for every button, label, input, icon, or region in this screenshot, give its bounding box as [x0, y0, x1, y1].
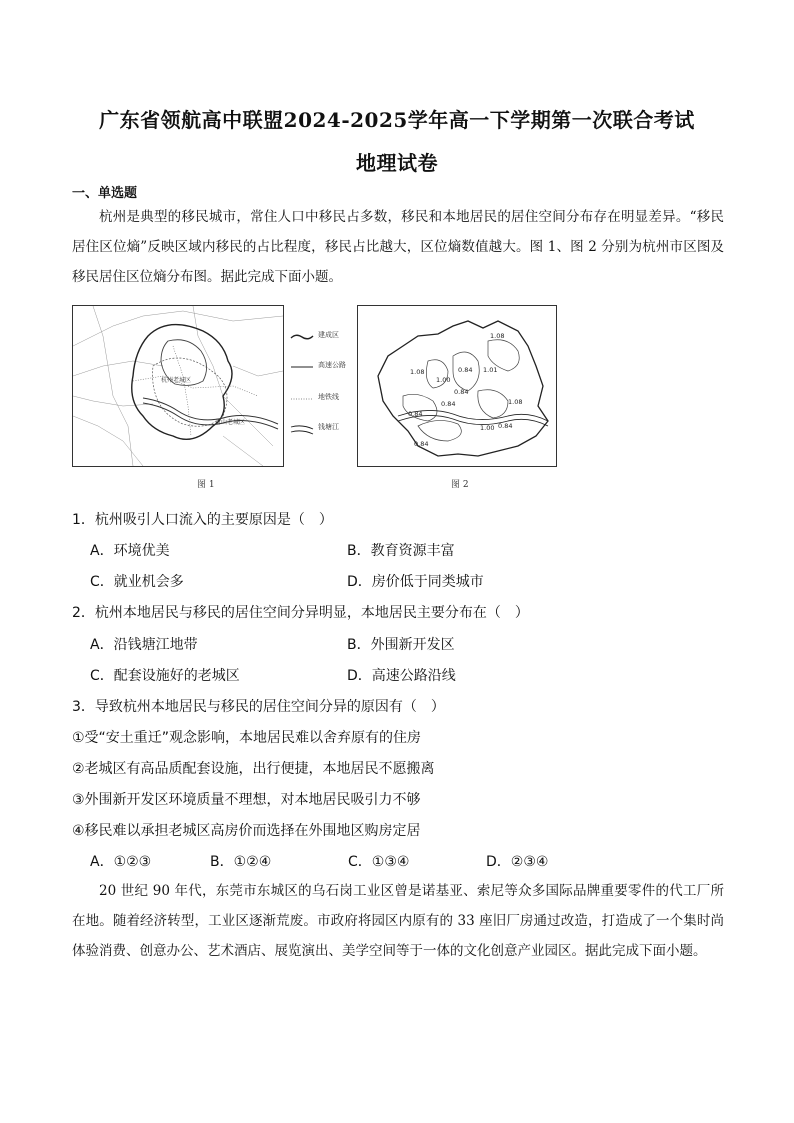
isoline-map-svg: [358, 306, 556, 466]
exam-subject-title: 地理试卷: [356, 151, 438, 175]
isoline-value: 0.84: [454, 388, 469, 396]
question-3-statement-4: ④移民难以承担老城区高房价而选择在外围地区购房定居: [72, 823, 421, 839]
question-3-option-b[interactable]: B．①②④: [210, 854, 272, 870]
figure-2-caption: 图 2: [451, 480, 469, 490]
expressway-symbol-icon: [290, 362, 314, 372]
metro-line-symbol-icon: [290, 394, 314, 404]
legend-label-expressway: 高速公路: [318, 361, 346, 369]
isoline-value: 1.08: [410, 368, 425, 376]
isoline-value: 1.08: [490, 332, 505, 340]
map-label-hangzhou-old-city: 杭州老城区: [161, 377, 192, 384]
legend-built-up-area: [290, 330, 360, 350]
isoline-value: 0.84: [498, 422, 513, 430]
isoline-value: 0.84: [414, 440, 429, 448]
question-2-option-d[interactable]: D．高速公路沿线: [347, 668, 456, 684]
passage-dongguan: 20 世纪 90 年代，东莞市东城区的乌石岗工业区曾是诺基亚、索尼等众多国际品牌重要零件的代工厂所在地。随着经济转型，工业区逐渐荒废。市政府将园区内原有的 33 座旧厂房通过改造，打造成了一个集时尚体验消费、创意办公、艺术酒店、展览演出、美学空间等于一体的文化创意产业园区。据此完成下面小题。: [72, 883, 724, 959]
question-1-option-a[interactable]: A．环境优美: [90, 543, 170, 559]
question-2-option-b[interactable]: B．外围新开发区: [347, 637, 455, 653]
isoline-value: 0.84: [408, 410, 423, 418]
passage-hangzhou: 杭州是典型的移民城市，常住人口中移民占多数，移民和本地居民的居住空间分布存在明显差异。“移民居住区位熵”反映区域内移民的占比程度，移民占比越大，区位熵数值越大。图 1、图 2 分别为杭州市区图及移民居住区位熵分布图。据此完成下面小题。: [72, 209, 724, 285]
built-up-area-symbol-icon: [290, 332, 314, 342]
question-2-stem: 2．杭州本地居民与移民的居住空间分异明显，本地居民主要分布在（ ）: [72, 605, 529, 621]
hangzhou-map-svg: [73, 306, 283, 466]
question-3-statement-3: ③外围新开发区环境质量不理想，对本地居民吸引力不够: [72, 792, 421, 808]
question-1-option-c[interactable]: C．就业机会多: [90, 574, 184, 590]
question-3-option-c[interactable]: C．①③④: [348, 854, 410, 870]
question-1-option-b[interactable]: B．教育资源丰富: [347, 543, 455, 559]
map-label-xiaoshan-old-city: 萧山老城区: [215, 419, 246, 426]
section-heading: 一、单选题: [72, 186, 138, 201]
figure-1-caption: 图 1: [197, 480, 215, 490]
question-3-option-d[interactable]: D．②③④: [486, 854, 549, 870]
legend-qiantang-river: [290, 422, 360, 442]
question-3-statement-1: ①受“安土重迁”观念影响，本地居民难以舍弃原有的住房: [72, 730, 422, 746]
question-3-stem: 3．导致杭州本地居民与移民的居住空间分异的原因有（ ）: [72, 699, 445, 715]
question-2-option-a[interactable]: A．沿钱塘江地带: [90, 637, 198, 653]
legend-label-metro: 地铁线: [318, 393, 339, 401]
isoline-value: 1.00: [436, 376, 451, 384]
question-3-option-a[interactable]: A．①②③: [90, 854, 152, 870]
question-1-option-d[interactable]: D．房价低于同类城市: [347, 574, 484, 590]
isoline-value: 0.84: [458, 366, 473, 374]
legend-metro-line: [290, 392, 360, 412]
figure-2-isoline-map: [357, 305, 557, 467]
question-2-option-c[interactable]: C．配套设施好的老城区: [90, 668, 240, 684]
question-1-stem: 1．杭州吸引人口流入的主要原因是（ ）: [72, 512, 333, 528]
figure-1-map: [72, 305, 284, 467]
legend-label-built-up: 建成区: [318, 331, 339, 339]
river-symbol-icon: [290, 424, 314, 436]
question-3-statement-2: ②老城区有高品质配套设施，出行便捷，本地居民不愿搬离: [72, 761, 435, 777]
isoline-value: 1.01: [483, 366, 498, 374]
exam-title: 广东省领航高中联盟2024-2025学年高一下学期第一次联合考试: [99, 108, 695, 132]
isoline-value: 0.84: [441, 400, 456, 408]
legend-label-river: 钱塘江: [318, 423, 339, 431]
legend-expressway: [290, 360, 360, 380]
isoline-value: 1.00: [480, 424, 495, 432]
isoline-value: 1.08: [508, 398, 523, 406]
